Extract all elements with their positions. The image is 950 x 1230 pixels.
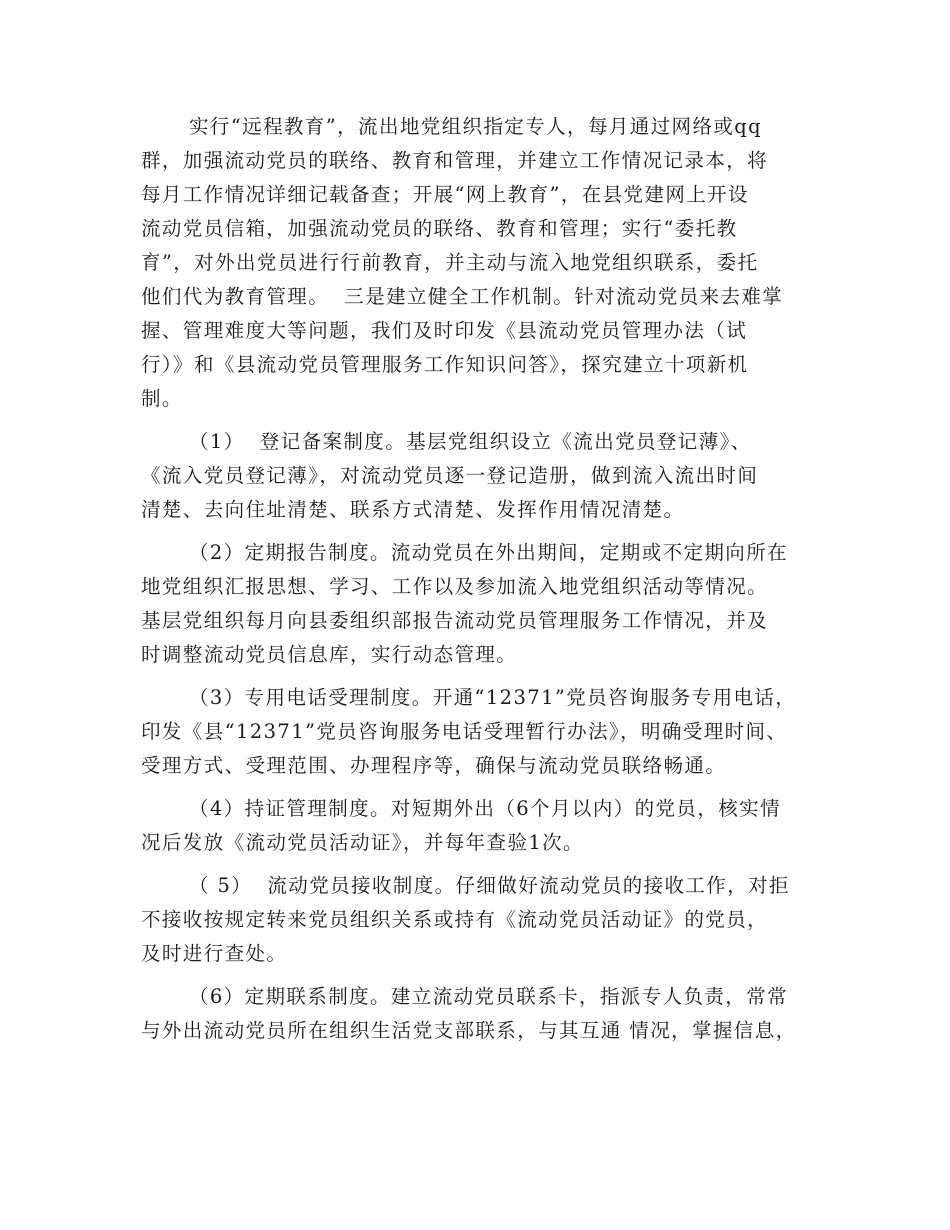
text-line: 时调整流动党员信息库，实行动态管理。	[141, 643, 518, 666]
text-line: 基层党组织每月向县委组织部报告流动党员管理服务工作情况，并及	[141, 609, 769, 632]
text-line: （6）定期联系制度。建立流动党员联系卡，指派专人负责，常常	[189, 985, 789, 1008]
text-line: 群，加强流动党员的联络、教育和管理，并建立工作情况记录本，将	[141, 149, 769, 172]
text-line: 握、管理难度大等问题，我们及时印发《县流动党员管理办法（试	[141, 319, 748, 342]
text-line: 受理方式、受理范围、办理程序等，确保与流动党员联络畅通。	[141, 754, 727, 777]
text-line: 清楚、去向住址清楚、联系方式清楚、发挥作用情况清楚。	[141, 498, 685, 521]
text-line: （3）专用电话受理制度。开通“12371”党员咨询服务专用电话，	[189, 686, 797, 709]
text-line: （ 5） 流动党员接收制度。仔细做好流动党员的接收工作，对拒	[189, 874, 790, 897]
text-line: 印发《县“12371”党员咨询服务电话受理暂行办法》，明确受理时间、	[141, 720, 788, 743]
text-line: （2）定期报告制度。流动党员在外出期间，定期或不定期向所在	[189, 541, 789, 564]
text-line: 他们代为教育管理。 三是建立健全工作机制。针对流动党员来去难掌	[141, 285, 784, 308]
text-line: 行）》和《县流动党员管理服务工作知识问答》，探究建立十项新机	[141, 353, 749, 376]
text-line: 况后发放《流动党员活动证》，并每年查验1次。	[141, 831, 584, 854]
text-line: （1） 登记备案制度。基层党组织设立《流出党员登记薄》、	[189, 430, 752, 453]
text-line: 及时进行查处。	[141, 942, 288, 965]
text-line: （4）持证管理制度。对短期外出（6个月以内）的党员，核实情	[189, 797, 781, 820]
text-line: 《流入党员登记薄》，对流动党员逐一登记造册，做到流入流出时间	[141, 464, 759, 487]
text-line: 流动党员信箱，加强流动党员的联络、教育和管理；实行“委托教	[141, 217, 738, 240]
text-line: 地党组织汇报思想、学习、工作以及参加流入地党组织活动等情况。	[141, 575, 769, 598]
text-line: 不接收按规定转来党员组织关系或持有《流动党员活动证》的党员，	[141, 908, 769, 931]
text-line: 与外出流动党员所在组织生活党支部联系，与其互通 情况，掌握信息，	[141, 1019, 797, 1042]
text-line: 实行“远程教育”，流出地党组织指定专人，每月通过网络或qq	[189, 115, 763, 138]
text-line: 制。	[141, 387, 183, 410]
text-line: 每月工作情况详细记载备查；开展“网上教育”，在县党建网上开设	[141, 183, 749, 206]
text-line: 育”，对外出党员进行行前教育，并主动与流入地党组织联系，委托	[141, 251, 759, 274]
